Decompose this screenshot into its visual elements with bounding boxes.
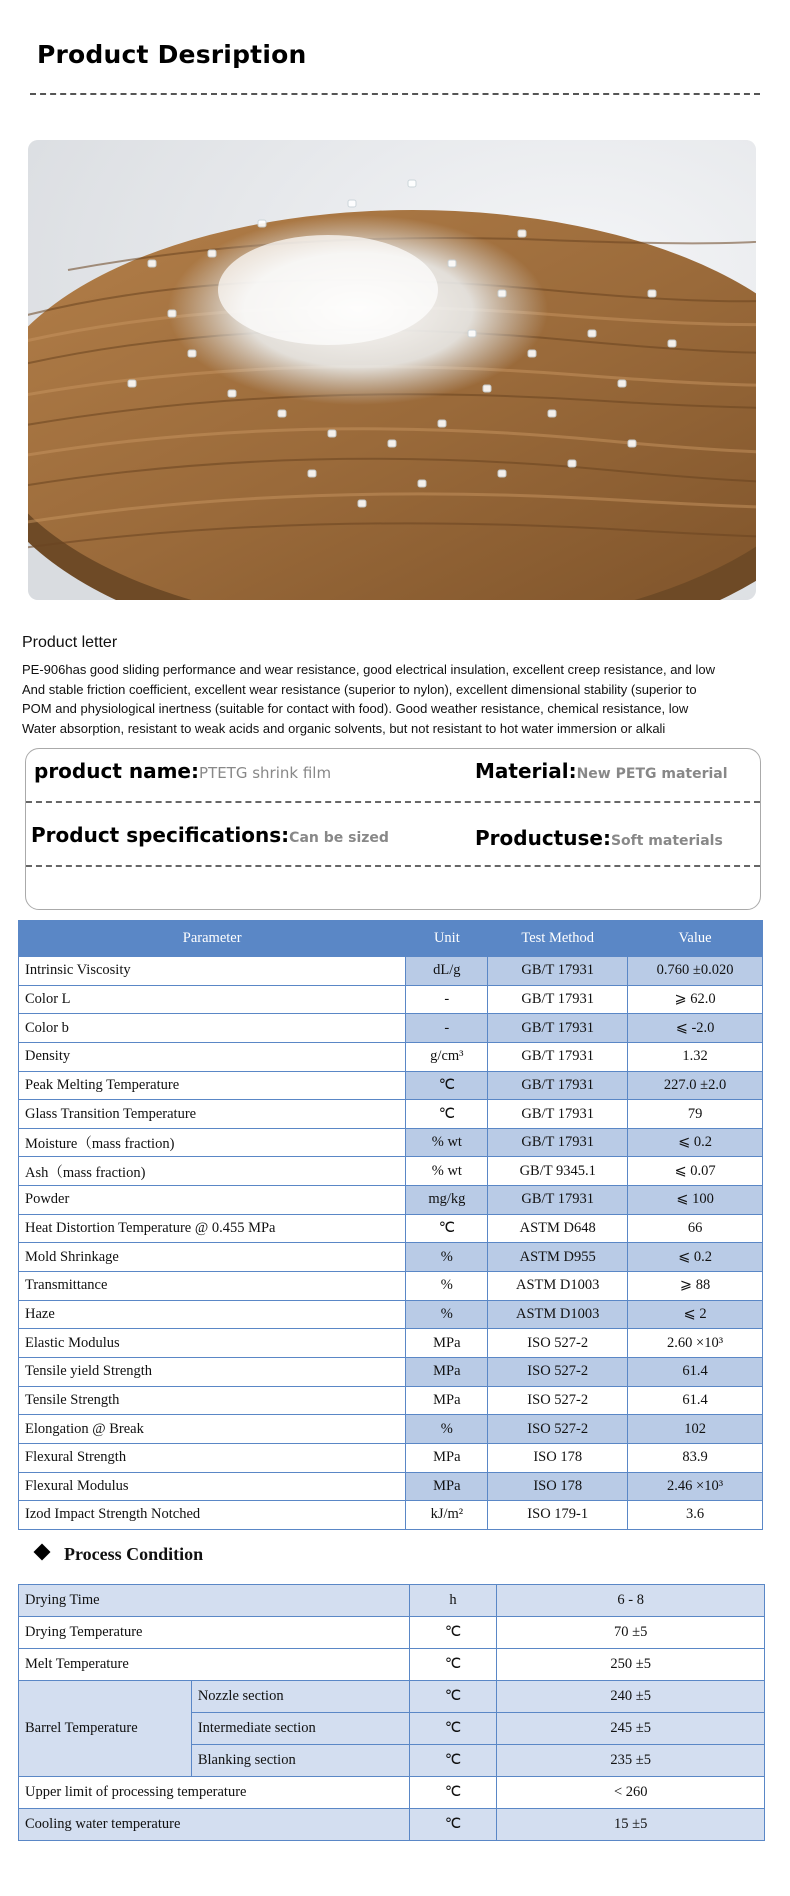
process-value: 235 ±5 <box>497 1745 765 1777</box>
spec-unit: ℃ <box>406 1214 488 1243</box>
spec-value: ⩾ 88 <box>628 1272 763 1301</box>
material-value: New PETG material <box>576 766 728 782</box>
spec-unit: g/cm³ <box>406 1042 488 1071</box>
spec-parameter: Glass Transition Temperature <box>19 1100 406 1129</box>
process-unit: ℃ <box>409 1649 497 1681</box>
spec-value: 66 <box>628 1214 763 1243</box>
table-row <box>19 1357 763 1386</box>
spec-value: 3.6 <box>628 1501 763 1530</box>
product-letter-line: Water absorption, resistant to weak acids and organic solvents, but not resistant to hot water immersion or alkali <box>22 720 666 736</box>
table-row <box>19 1214 763 1243</box>
spec-parameter: Tensile yield Strength <box>19 1357 406 1386</box>
table-row <box>19 1128 763 1157</box>
spec-header-value: Value <box>628 921 763 957</box>
spec-test-method: ISO 527-2 <box>488 1415 628 1444</box>
spec-parameter: Ash（mass fraction) <box>19 1157 406 1186</box>
product-use-field <box>475 826 723 850</box>
product-letter-text <box>22 660 774 738</box>
spec-unit: MPa <box>406 1386 488 1415</box>
barrel-temperature-label: Barrel Temperature <box>19 1681 192 1777</box>
spec-unit: MPa <box>406 1357 488 1386</box>
table-row <box>19 1071 763 1100</box>
spec-header-parameter: Parameter <box>19 921 406 957</box>
process-table <box>18 1584 765 1841</box>
product-name-value: PTETG shrink film <box>199 764 332 782</box>
product-name-field <box>34 759 331 783</box>
process-subparam: Blanking section <box>191 1745 409 1777</box>
spec-test-method: GB/T 17931 <box>488 1071 628 1100</box>
spec-unit: MPa <box>406 1329 488 1358</box>
process-value: 250 ±5 <box>497 1649 765 1681</box>
spec-unit: % wt <box>406 1128 488 1157</box>
spec-value: 61.4 <box>628 1386 763 1415</box>
table-row <box>19 1443 763 1472</box>
table-row <box>19 1100 763 1129</box>
table-row <box>19 1243 763 1272</box>
table-row <box>19 1186 763 1215</box>
spec-test-method: ISO 527-2 <box>488 1386 628 1415</box>
spec-parameter: Moisture（mass fraction) <box>19 1128 406 1157</box>
spec-parameter: Flexural Strength <box>19 1443 406 1472</box>
table-row <box>19 1681 765 1713</box>
spec-value: 102 <box>628 1415 763 1444</box>
process-param: Drying Temperature <box>19 1617 410 1649</box>
table-row <box>19 1272 763 1301</box>
spec-value: 61.4 <box>628 1357 763 1386</box>
spec-header-unit: Unit <box>406 921 488 957</box>
product-letter-line: And stable friction coefficient, excellent wear resistance (superior to nylon), excellent dimensional stability (superior to <box>22 681 697 697</box>
spec-value: 2.60 ×10³ <box>628 1329 763 1358</box>
spec-header-test-method: Test Method <box>488 921 628 957</box>
spec-unit: % <box>406 1243 488 1272</box>
spec-parameter: Heat Distortion Temperature @ 0.455 MPa <box>19 1214 406 1243</box>
spec-unit: - <box>406 985 488 1014</box>
process-unit: ℃ <box>409 1713 497 1745</box>
table-row <box>19 1415 763 1444</box>
process-value: < 260 <box>497 1777 765 1809</box>
spec-header-row <box>19 921 763 957</box>
process-unit: ℃ <box>409 1777 497 1809</box>
spec-test-method: GB/T 17931 <box>488 1186 628 1215</box>
spec-parameter: Peak Melting Temperature <box>19 1071 406 1100</box>
spec-parameter: Intrinsic Viscosity <box>19 957 406 986</box>
info-divider <box>26 801 760 803</box>
spec-test-method: ASTM D648 <box>488 1214 628 1243</box>
spec-test-method: ASTM D1003 <box>488 1300 628 1329</box>
material-field <box>475 759 728 783</box>
table-row <box>19 1014 763 1043</box>
process-param: Drying Time <box>19 1585 410 1617</box>
table-row <box>19 1472 763 1501</box>
product-letter-line: PE-906has good sliding performance and wear resistance, good electrical insulation, excellent creep resistance, and low <box>22 662 716 677</box>
table-row <box>19 1501 763 1530</box>
process-value: 245 ±5 <box>497 1713 765 1745</box>
spec-parameter: Elongation @ Break <box>19 1415 406 1444</box>
process-subparam: Intermediate section <box>191 1713 409 1745</box>
title-divider <box>30 93 760 95</box>
spec-parameter: Color b <box>19 1014 406 1043</box>
spec-unit: MPa <box>406 1443 488 1472</box>
spec-unit: dL/g <box>406 957 488 986</box>
product-letter-title: Product letter <box>22 634 118 651</box>
process-unit: ℃ <box>409 1617 497 1649</box>
spec-test-method: GB/T 17931 <box>488 985 628 1014</box>
spec-unit: mg/kg <box>406 1186 488 1215</box>
spec-value: ⩽ -2.0 <box>628 1014 763 1043</box>
spec-unit: % <box>406 1415 488 1444</box>
spec-value: ⩽ 0.07 <box>628 1157 763 1186</box>
product-info-box <box>25 748 761 910</box>
spec-value: 79 <box>628 1100 763 1129</box>
info-divider <box>26 865 760 867</box>
table-row <box>19 1042 763 1071</box>
spec-unit: MPa <box>406 1472 488 1501</box>
process-value: 240 ±5 <box>497 1681 765 1713</box>
product-specs-label: Product specifications: <box>31 823 290 847</box>
spec-value: ⩽ 2 <box>628 1300 763 1329</box>
spec-test-method: GB/T 9345.1 <box>488 1157 628 1186</box>
spec-unit: % <box>406 1272 488 1301</box>
table-row <box>19 1157 763 1186</box>
spec-value: 2.46 ×10³ <box>628 1472 763 1501</box>
spec-parameter: Color L <box>19 985 406 1014</box>
process-value: 6 - 8 <box>497 1585 765 1617</box>
product-photo <box>28 140 756 600</box>
spec-value: 227.0 ±2.0 <box>628 1071 763 1100</box>
spec-unit: ℃ <box>406 1071 488 1100</box>
spec-parameter: Izod Impact Strength Notched <box>19 1501 406 1530</box>
process-value: 15 ±5 <box>497 1809 765 1841</box>
spec-value: ⩽ 0.2 <box>628 1243 763 1272</box>
spec-value: 0.760 ±0.020 <box>628 957 763 986</box>
table-row <box>19 1777 765 1809</box>
table-row <box>19 1617 765 1649</box>
spec-unit: % wt <box>406 1157 488 1186</box>
spec-test-method: GB/T 17931 <box>488 1128 628 1157</box>
spec-test-method: ASTM D955 <box>488 1243 628 1272</box>
process-unit: ℃ <box>409 1681 497 1713</box>
process-value: 70 ±5 <box>497 1617 765 1649</box>
spec-parameter: Elastic Modulus <box>19 1329 406 1358</box>
diamond-bullet-icon <box>34 1544 51 1561</box>
spec-value: ⩽ 100 <box>628 1186 763 1215</box>
spec-parameter: Transmittance <box>19 1272 406 1301</box>
spec-parameter: Density <box>19 1042 406 1071</box>
spec-parameter: Haze <box>19 1300 406 1329</box>
spec-parameter: Powder <box>19 1186 406 1215</box>
spec-unit: - <box>406 1014 488 1043</box>
spec-unit: ℃ <box>406 1100 488 1129</box>
process-condition-title: Process Condition <box>64 1544 204 1564</box>
spec-unit: kJ/m² <box>406 1501 488 1530</box>
spec-test-method: ASTM D1003 <box>488 1272 628 1301</box>
product-use-value: Soft materials <box>610 833 723 849</box>
table-row <box>19 1809 765 1841</box>
spec-test-method: ISO 179-1 <box>488 1501 628 1530</box>
table-row <box>19 1649 765 1681</box>
process-condition-heading <box>36 1544 203 1565</box>
product-name-label: product name: <box>34 759 199 783</box>
process-param: Upper limit of processing temperature <box>19 1777 410 1809</box>
table-row <box>19 1329 763 1358</box>
spec-parameter: Mold Shrinkage <box>19 1243 406 1272</box>
spec-test-method: ISO 527-2 <box>488 1329 628 1358</box>
table-row <box>19 957 763 986</box>
table-row <box>19 985 763 1014</box>
spec-test-method: ISO 527-2 <box>488 1357 628 1386</box>
spec-test-method: ISO 178 <box>488 1443 628 1472</box>
process-unit: h <box>409 1585 497 1617</box>
product-use-label: Productuse: <box>475 826 611 850</box>
spec-value: 1.32 <box>628 1042 763 1071</box>
spec-test-method: GB/T 17931 <box>488 957 628 986</box>
spec-parameter: Flexural Modulus <box>19 1472 406 1501</box>
product-specs-value: Can be sized <box>289 830 389 846</box>
spec-value: ⩾ 62.0 <box>628 985 763 1014</box>
process-unit: ℃ <box>409 1745 497 1777</box>
process-param: Cooling water temperature <box>19 1809 410 1841</box>
material-label: Material: <box>475 759 577 783</box>
table-row <box>19 1300 763 1329</box>
process-param: Melt Temperature <box>19 1649 410 1681</box>
spec-table <box>18 920 763 1530</box>
spec-value: ⩽ 0.2 <box>628 1128 763 1157</box>
page-title: Product Desription <box>37 40 307 69</box>
product-letter-line: POM and physiological inertness (suitable for contact with food). Good weather resistance, chemical resistance, low <box>22 701 689 716</box>
process-unit: ℃ <box>409 1809 497 1841</box>
spec-test-method: GB/T 17931 <box>488 1100 628 1129</box>
table-row <box>19 1386 763 1415</box>
product-specs-field <box>31 823 389 847</box>
spec-test-method: GB/T 17931 <box>488 1014 628 1043</box>
spec-parameter: Tensile Strength <box>19 1386 406 1415</box>
process-subparam: Nozzle section <box>191 1681 409 1713</box>
spec-test-method: ISO 178 <box>488 1472 628 1501</box>
spec-test-method: GB/T 17931 <box>488 1042 628 1071</box>
spec-value: 83.9 <box>628 1443 763 1472</box>
spec-unit: % <box>406 1300 488 1329</box>
table-row <box>19 1585 765 1617</box>
